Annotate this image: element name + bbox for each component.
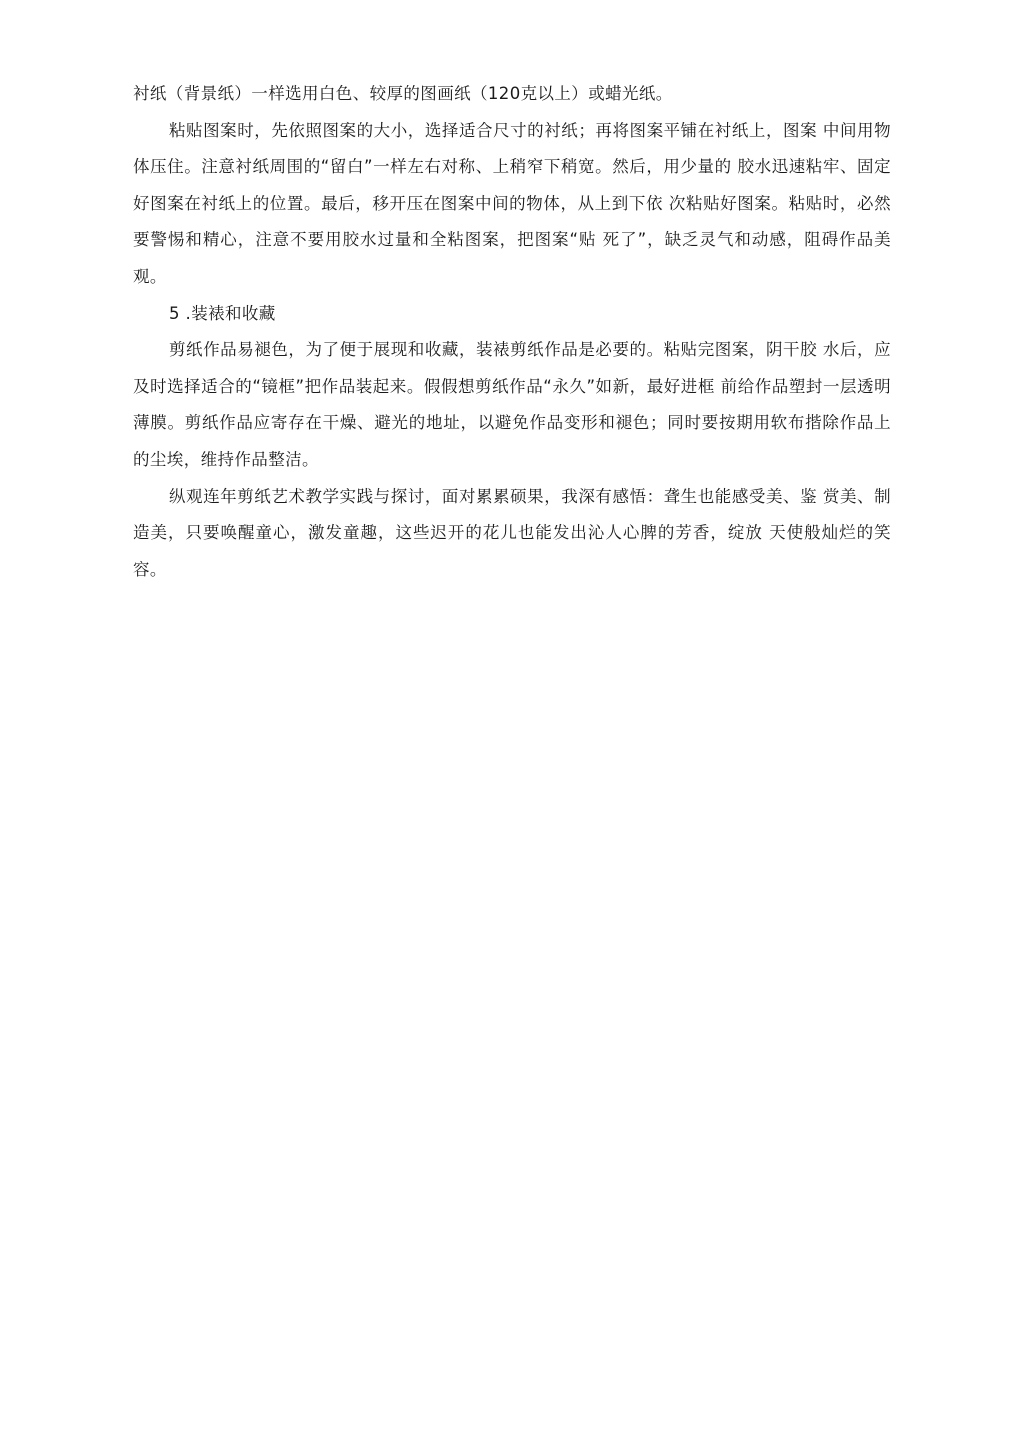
- paragraph-pasting: 粘贴图案时，先依照图案的大小，选择适合尺寸的衬纸；再将图案平铺在衬纸上，图案 中间用物体压住。注意衬纸周围的“留白”一样左右对称、上稍窄下稍宽。然后，用少量的 胶水迅速粘牢、固定好图案在衬纸上的位置。最后，移开压在图案中间的物体，从上到下依 次粘贴好图案。粘贴时，必然要警惕和精心，注意不要用胶水过量和全粘图案，把图案“贴 死了”，缺乏灵气和动感，阻碍作品美观。: [133, 120, 891, 286]
- document-body: [133, 76, 891, 588]
- section-heading-mounting: 5 .装裱和收藏: [169, 303, 276, 323]
- paragraph-mounting: 剪纸作品易褪色，为了便于展现和收藏，装裱剪纸作品是必要的。粘贴完图案，阴干胶 水后，应及时选择适合的“镜框”把作品装起来。假假想剪纸作品“永久”如新，最好进框 前给作品塑封一层透明薄膜。剪纸作品应寄存在干燥、避光的地址，以避免作品变形和褪色；同时要按期用软布揩除作品上的尘埃，维持作品整洁。: [133, 340, 891, 469]
- paragraph-backing-paper: 衬纸（背景纸）一样选用白色、较厚的图画纸（120克以上）或蜡光纸。: [133, 84, 673, 103]
- paragraph-conclusion: 纵观连年剪纸艺术教学实践与探讨，面对累累硕果，我深有感悟：聋生也能感受美、鉴 赏美、制造美，只要唤醒童心，激发童趣，这些迟开的花儿也能发出沁人心脾的芳香，绽放 天使般灿烂的笑容。: [133, 486, 891, 579]
